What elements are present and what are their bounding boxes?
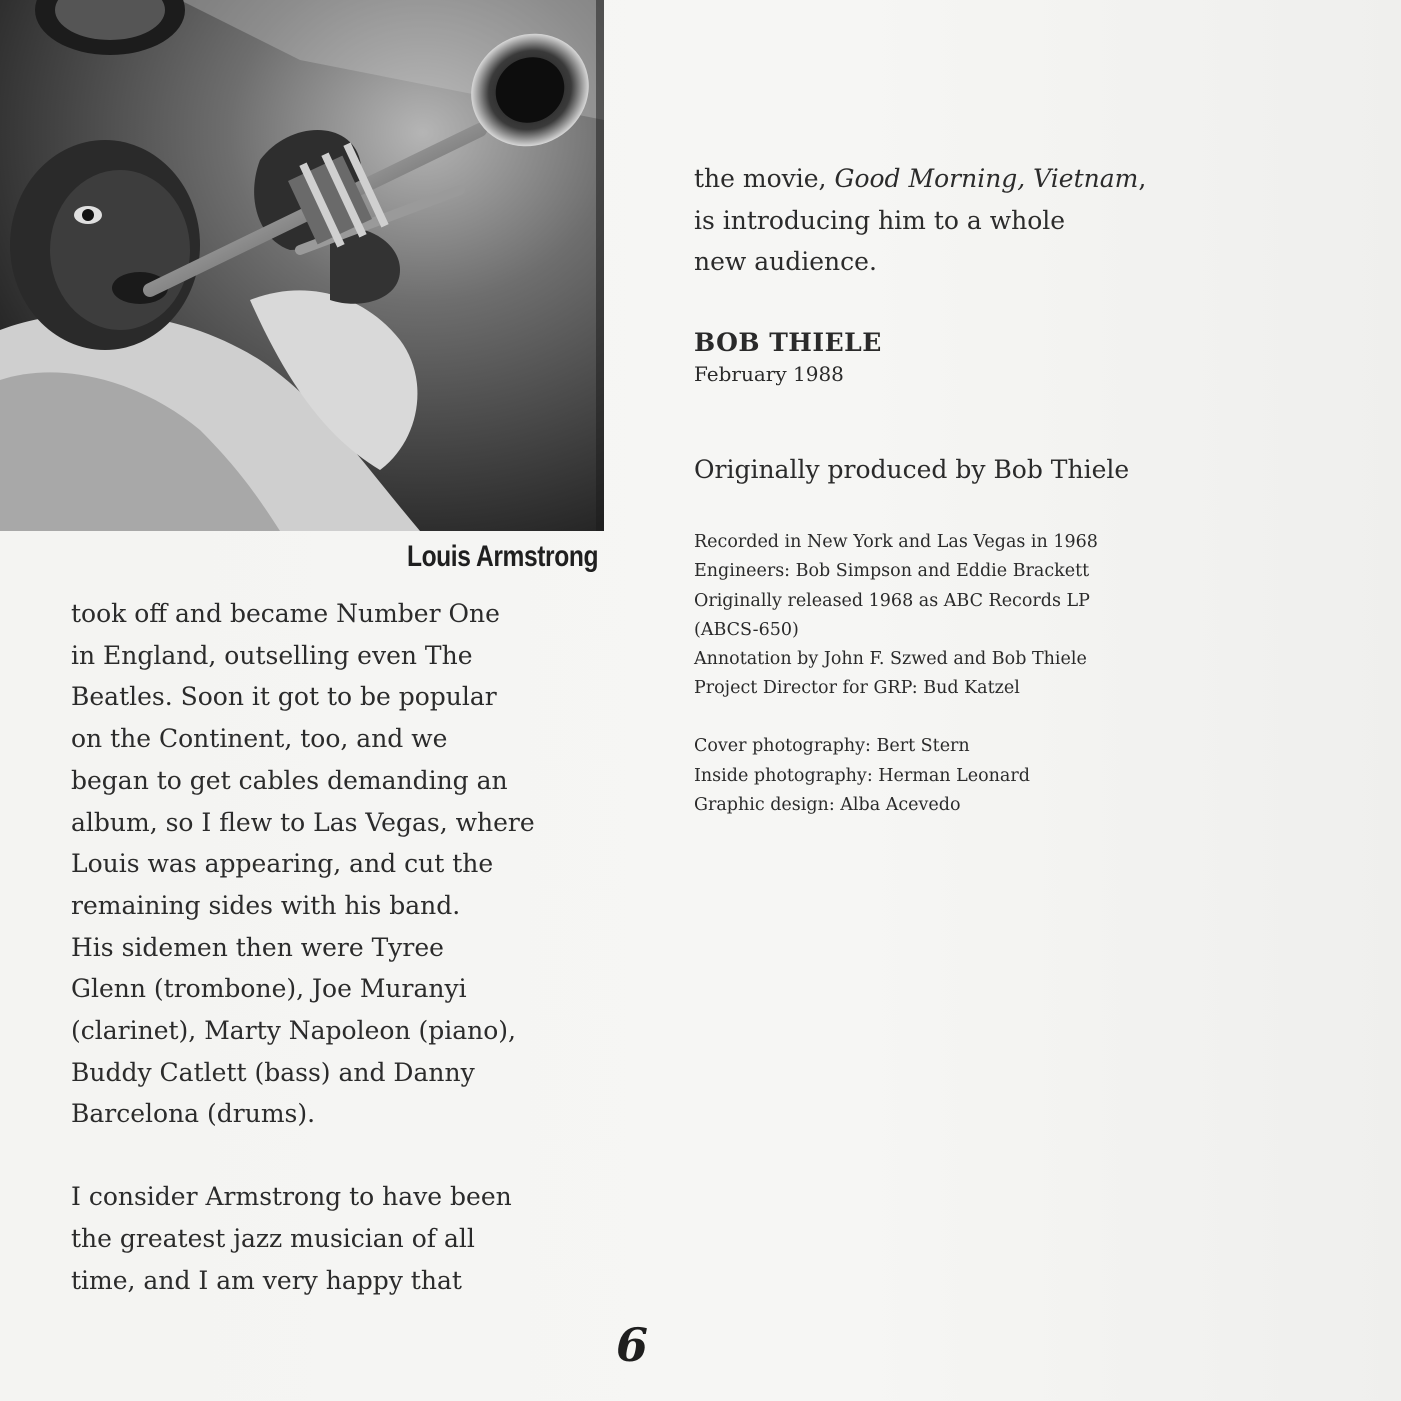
credit-line: (ABCS-650) [694,619,799,640]
continuation-prefix: the movie, [694,164,835,193]
signature-name: BOB THIELE [694,328,882,358]
photo-caption: Louis Armstrong [406,540,598,573]
credits-block-design [694,732,1334,820]
body-paragraph: I consider Armstrong to have been the greatest jazz musician of all time, and I am very happy that [71,1182,512,1295]
continuation-suffix: , is introducing him to a whole new audience. [694,164,1147,277]
left-column [71,593,601,1301]
credit-line: Originally released 1968 as ABC Records LP [694,590,1090,611]
credits-block-recording [694,528,1334,703]
credit-line: Engineers: Bob Simpson and Eddie Brackett [694,561,1090,582]
credit-line: Project Director for GRP: Bud Katzel [694,678,1020,699]
produced-by: Originally produced by Bob Thiele [694,455,1130,485]
louis-armstrong-photo [0,0,604,531]
movie-title: Good Morning, Vietnam [834,164,1139,193]
credit-line: Recorded in New York and Las Vegas in 1968 [694,532,1098,553]
right-column [694,158,1334,820]
body-paragraph: took off and became Number One in England, outselling even The Beatles. Soon it got to be popular on the Continent, too, and we began to get cables demanding an album, so I flew to Las Vegas, where Louis was appearing, and cut the remaining sides with his band. His sidemen then were Tyree Glenn (trombone), Joe Muranyi (clarinet), Marty Napoleon (piano), Buddy Catlett (bass) and Danny Barcelona (drums). [71,599,535,1129]
continuation-paragraph [694,158,1334,283]
credit-line: Inside photography: Herman Leonard [694,765,1030,786]
credit-line: Annotation by John F. Szwed and Bob Thiele [694,648,1087,669]
credit-line: Cover photography: Bert Stern [694,736,970,757]
page-number: 6 [616,1318,649,1372]
signature-date: February 1988 [694,362,844,387]
signature-block [694,327,1334,389]
credit-line: Graphic design: Alba Acevedo [694,794,961,815]
